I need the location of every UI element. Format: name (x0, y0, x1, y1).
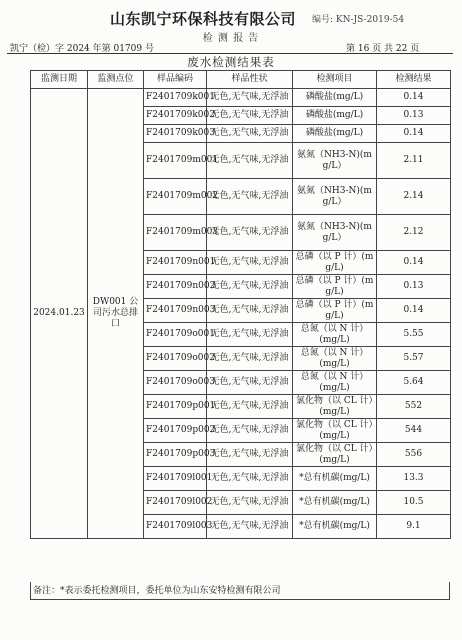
test-item-cell: 总氮（以 N 计）(mg/L) (293, 347, 377, 371)
column-header: 样品编码 (144, 71, 207, 89)
test-item-cell: 氯化物（以 CL 计）(mg/L) (293, 443, 377, 467)
test-result-cell: 0.14 (377, 89, 451, 107)
test-result-cell: 5.55 (377, 323, 451, 347)
sample-nature-cell: 无色,无气味,无浮油 (207, 299, 293, 323)
sample-code-cell: F2401709p002 (144, 419, 207, 443)
wastewater-results-table (30, 70, 451, 539)
monitor-date-cell: 2024.01.23 (31, 89, 88, 539)
test-item-cell: 总氮（以 N 计）(mg/L) (293, 371, 377, 395)
page-info: 第 16 页 共 22 页 (346, 44, 420, 54)
test-item-cell: 氨氮（NH3-N)(mg/L） (293, 179, 377, 215)
sample-nature-cell: 无色,无气味,无浮油 (207, 323, 293, 347)
sample-code-cell: F2401709n001 (144, 251, 207, 275)
sample-nature-cell: 无色,无气味,无浮油 (207, 275, 293, 299)
sample-code-cell: F2401709k002 (144, 107, 207, 125)
sample-code-cell: F2401709n002 (144, 275, 207, 299)
sample-nature-cell: 无色,无气味,无浮油 (207, 107, 293, 125)
test-item-cell: 总磷（以 P 计）(mg/L) (293, 299, 377, 323)
test-result-cell: 2.12 (377, 215, 451, 251)
monitor-point-cell: DW001 公司污水总排口 (88, 89, 144, 539)
test-item-cell: *总有机碳(mg/L) (293, 491, 377, 515)
test-result-cell: 0.13 (377, 107, 451, 125)
test-result-cell: 552 (377, 395, 451, 419)
sample-nature-cell: 无色,无气味,无浮油 (207, 89, 293, 107)
sample-code-cell: F2401709p003 (144, 443, 207, 467)
sample-code-cell: F2401709k003 (144, 125, 207, 143)
sample-code-cell: F2401709m002 (144, 179, 207, 215)
test-result-cell: 0.13 (377, 275, 451, 299)
sample-code-cell: F2401709l001 (144, 467, 207, 491)
test-result-cell: 10.5 (377, 491, 451, 515)
sample-code-cell: F2401709m001 (144, 143, 207, 179)
column-header: 检测项目 (293, 71, 377, 89)
report-subtitle: 检 测 报 告 (202, 33, 260, 44)
sample-nature-cell: 无色,无气味,无浮油 (207, 143, 293, 179)
test-item-cell: *总有机碳(mg/L) (293, 515, 377, 539)
test-item-cell: 氯化物（以 CL 计）(mg/L) (293, 419, 377, 443)
test-result-cell: 13.3 (377, 467, 451, 491)
sample-code-cell: F2401709m003 (144, 215, 207, 251)
test-item-cell: 磷酸盐(mg/L) (293, 89, 377, 107)
sample-nature-cell: 无色,无气味,无浮油 (207, 215, 293, 251)
sample-nature-cell: 无色,无气味,无浮油 (207, 179, 293, 215)
test-item-cell: 氨氮（NH3-N)(mg/L） (293, 215, 377, 251)
test-item-cell: 总氮（以 N 计）(mg/L) (293, 323, 377, 347)
test-item-cell: 总磷（以 P 计）(mg/L) (293, 251, 377, 275)
table-row (31, 89, 451, 107)
test-result-cell: 2.14 (377, 179, 451, 215)
table-title: 废水检测结果表 (187, 55, 275, 69)
test-result-cell: 5.57 (377, 347, 451, 371)
test-result-cell: 544 (377, 419, 451, 443)
table-header-row (31, 71, 451, 89)
sample-nature-cell: 无色,无气味,无浮油 (207, 347, 293, 371)
test-item-cell: 氨氮（NH3-N)(mg/L） (293, 143, 377, 179)
sample-code-cell: F2401709l002 (144, 491, 207, 515)
sample-nature-cell: 无色,无气味,无浮油 (207, 443, 293, 467)
report-number: 凯宁（检）字 2024 年第 01709 号 (10, 44, 154, 54)
test-item-cell: 总磷（以 P 计）(mg/L) (293, 275, 377, 299)
sample-code-cell: F2401709o002 (144, 347, 207, 371)
document-number: 编号: KN-JS-2019-54 (312, 15, 405, 25)
sample-code-cell: F2401709k001 (144, 89, 207, 107)
sample-nature-cell: 无色,无气味,无浮油 (207, 371, 293, 395)
company-name: 山东凯宁环保科技有限公司 (110, 10, 297, 28)
sample-code-cell: F2401709l003 (144, 515, 207, 539)
test-item-cell: 磷酸盐(mg/L) (293, 107, 377, 125)
test-result-cell: 2.11 (377, 143, 451, 179)
test-result-cell: 9.1 (377, 515, 451, 539)
column-header: 监测日期 (31, 71, 88, 89)
test-result-cell: 556 (377, 443, 451, 467)
test-item-cell: 磷酸盐(mg/L) (293, 125, 377, 143)
column-header: 监测点位 (88, 71, 144, 89)
sample-nature-cell: 无色,无气味,无浮油 (207, 491, 293, 515)
column-header: 检测结果 (377, 71, 451, 89)
footnote: 备注：*表示委托检测项目，委托单位为山东安特检测有限公司 (30, 582, 450, 600)
test-result-cell: 0.14 (377, 251, 451, 275)
sample-nature-cell: 无色,无气味,无浮油 (207, 467, 293, 491)
sample-nature-cell: 无色,无气味,无浮油 (207, 251, 293, 275)
sample-nature-cell: 无色,无气味,无浮油 (207, 515, 293, 539)
sample-code-cell: F2401709n003 (144, 299, 207, 323)
sample-code-cell: F2401709o003 (144, 371, 207, 395)
test-item-cell: *总有机碳(mg/L) (293, 467, 377, 491)
test-result-cell: 5.64 (377, 371, 451, 395)
test-result-cell: 0.14 (377, 125, 451, 143)
test-item-cell: 氯化物（以 CL 计）(mg/L) (293, 395, 377, 419)
sample-nature-cell: 无色,无气味,无浮油 (207, 125, 293, 143)
sample-nature-cell: 无色,无气味,无浮油 (207, 395, 293, 419)
sample-code-cell: F2401709o001 (144, 323, 207, 347)
sample-nature-cell: 无色,无气味,无浮油 (207, 419, 293, 443)
sample-code-cell: F2401709p001 (144, 395, 207, 419)
test-result-cell: 0.14 (377, 299, 451, 323)
column-header: 样品性状 (207, 71, 293, 89)
